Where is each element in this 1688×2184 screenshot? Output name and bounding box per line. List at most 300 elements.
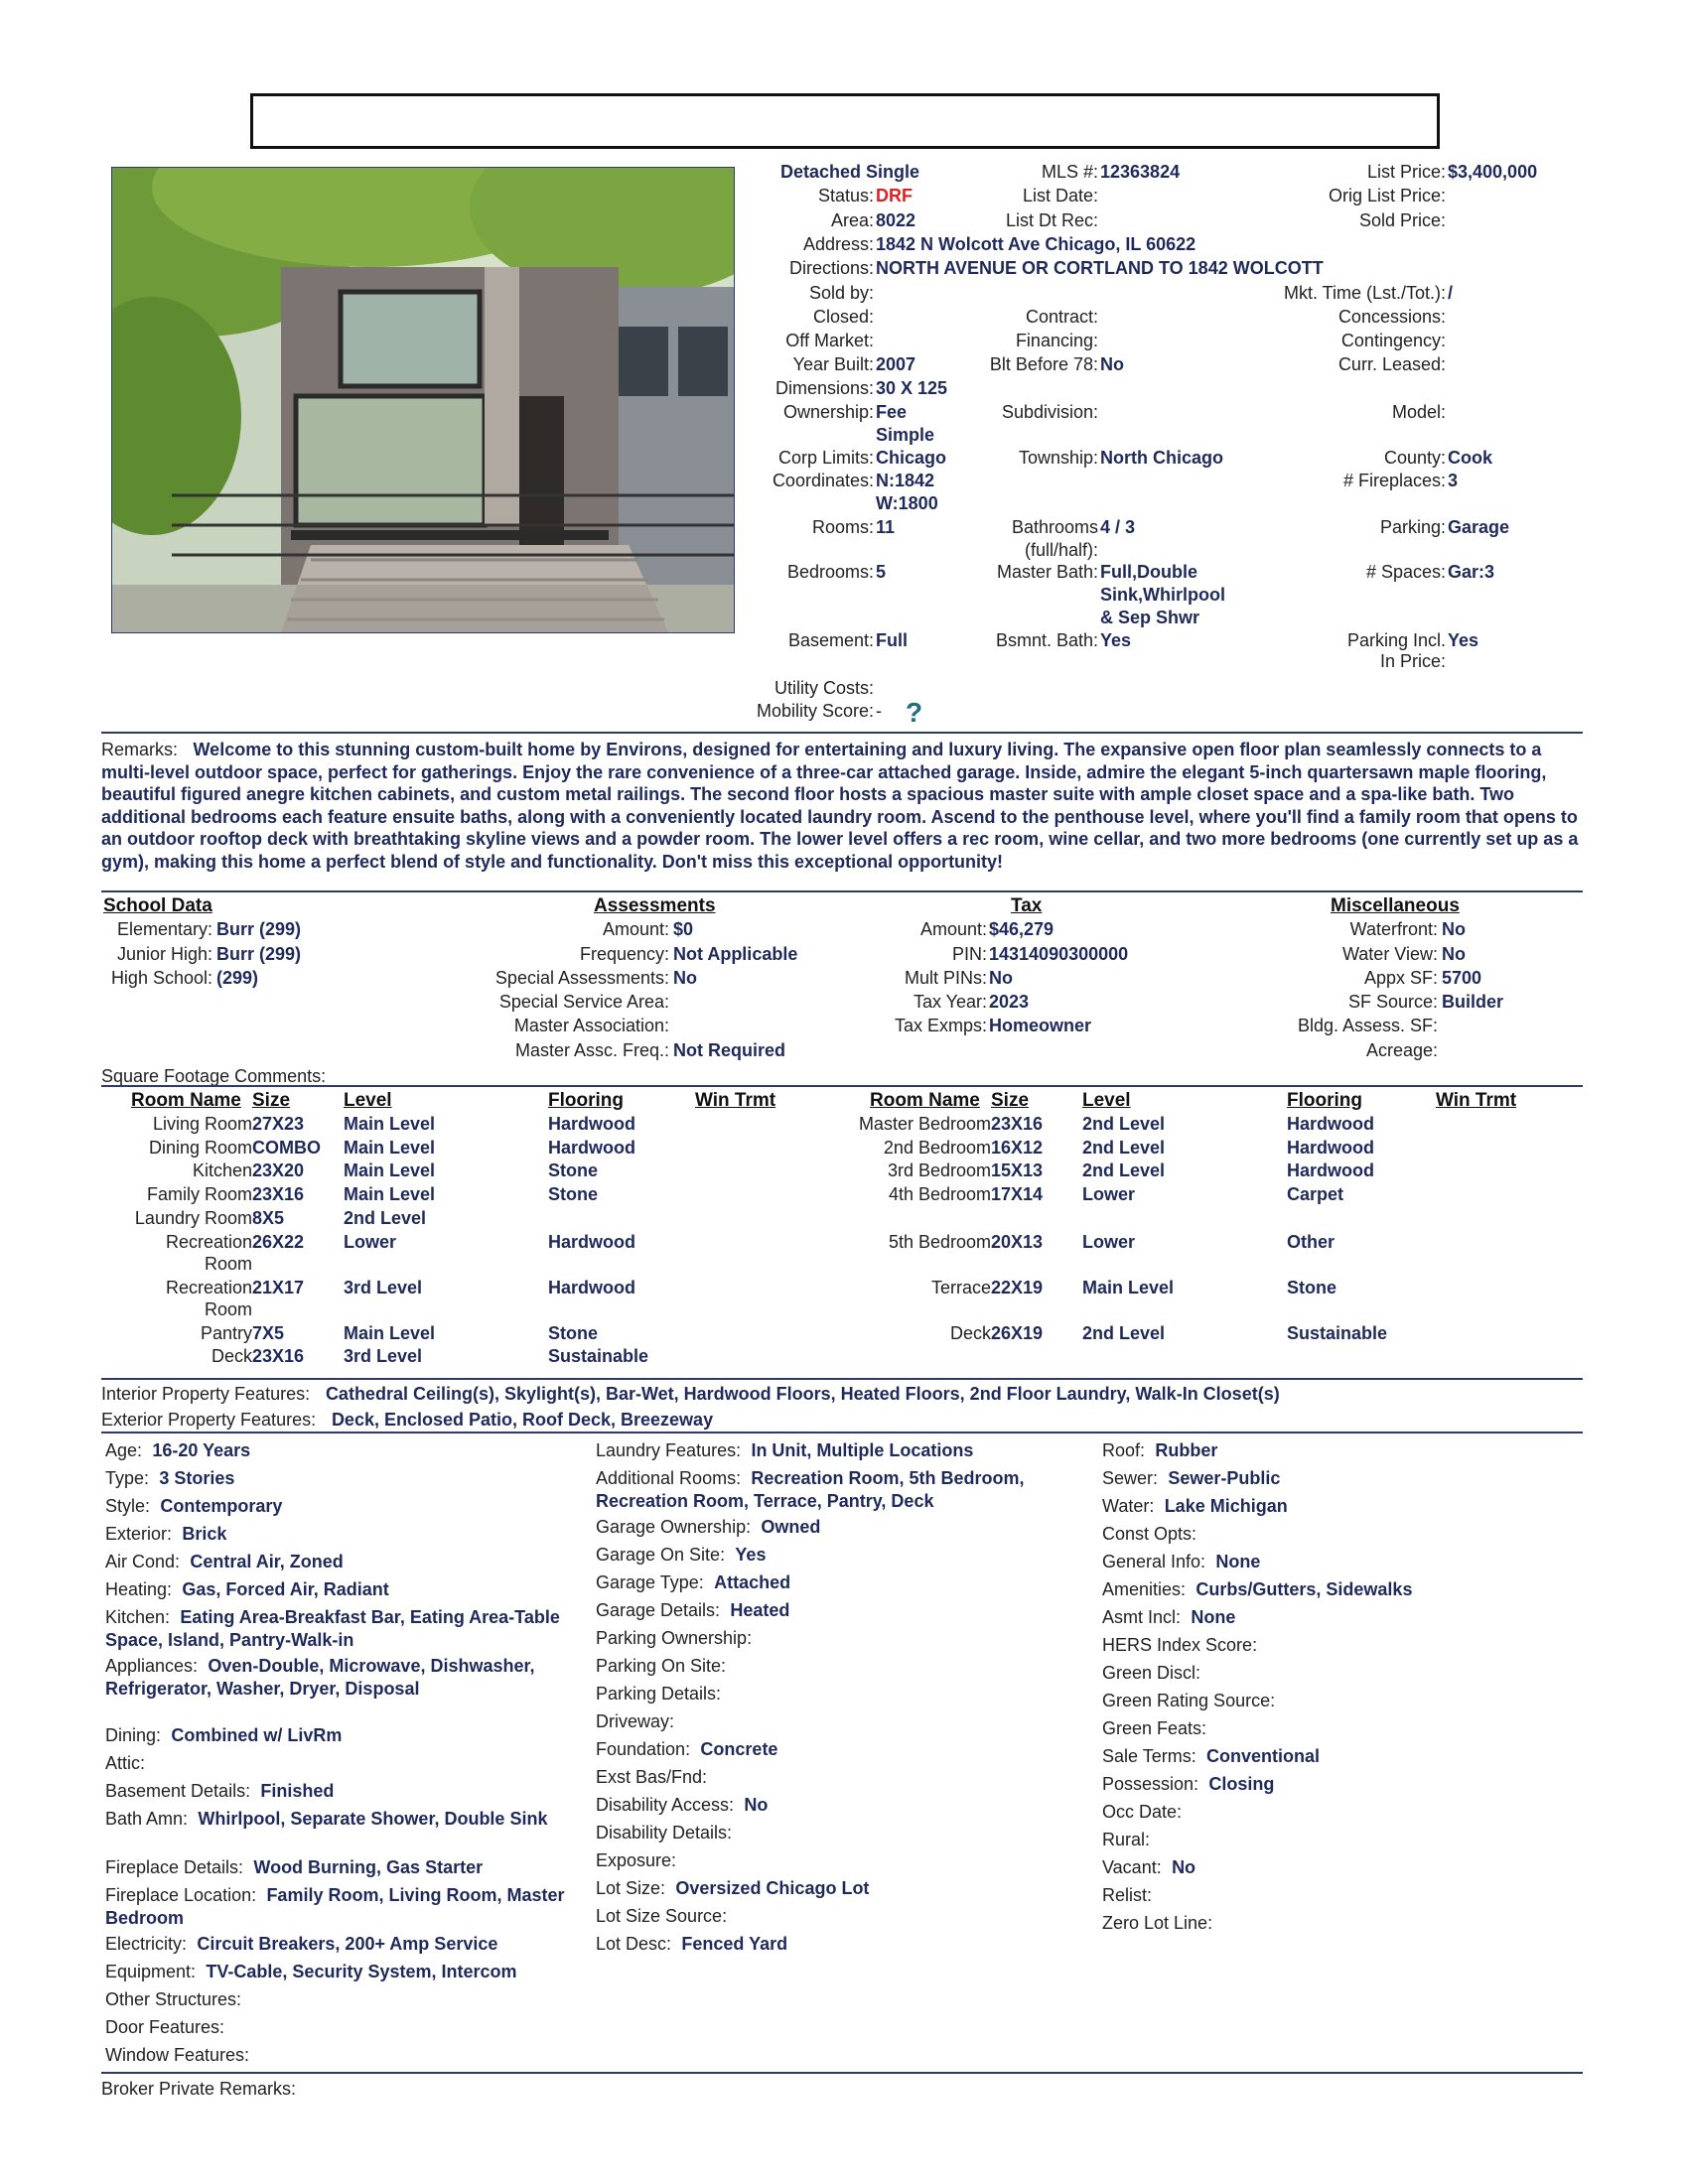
detail-label: Attic: (105, 1753, 146, 1773)
room-size: 23X20 (252, 1160, 305, 1180)
bathrooms-value: 4 / 3 (1100, 517, 1136, 537)
tax-year-value: 2023 (989, 992, 1030, 1012)
water-view-label: Water View: (1341, 944, 1438, 964)
room-size: 8X5 (252, 1208, 285, 1228)
detail-item (105, 1439, 582, 1462)
detail-item (596, 1467, 1092, 1512)
detail-item (105, 1933, 582, 1956)
detail-item (1102, 1634, 1579, 1657)
detail-label: Sale Terms: (1102, 1746, 1196, 1766)
detail-label: Roof: (1102, 1440, 1146, 1460)
coordinates-value-2: W:1800 (876, 493, 938, 513)
concessions-label: Concessions: (1337, 307, 1446, 327)
room-level: Lower (1082, 1232, 1136, 1252)
detail-value: Oven-Double, Microwave, Dishwasher, Refrigerator, Washer, Dryer, Disposal (105, 1656, 535, 1699)
detail-item (1102, 1745, 1579, 1768)
exterior-features-value: Deck, Enclosed Patio, Roof Deck, Breezeway (331, 1410, 714, 1430)
detail-value: Attached (714, 1572, 791, 1592)
detail-item (1102, 1551, 1579, 1573)
room-name: Laundry Room (134, 1208, 252, 1228)
water-view-value: No (1442, 944, 1466, 964)
special-assessments-value: No (673, 968, 697, 988)
dimensions-label: Dimensions: (774, 378, 874, 398)
assessments-header: Assessments (594, 895, 716, 916)
detail-label: Exposure: (596, 1850, 677, 1870)
detail-item (1102, 1606, 1579, 1629)
waterfront-value: No (1442, 919, 1466, 939)
title-box (250, 93, 1440, 149)
detail-value: Whirlpool, Separate Shower, Double Sink (198, 1809, 548, 1829)
detail-value: Concrete (700, 1739, 778, 1759)
room-level: 3rd Level (344, 1346, 423, 1366)
detail-item (596, 1627, 1092, 1650)
detail-label: Fireplace Details: (105, 1857, 244, 1877)
detail-label: Possession: (1102, 1774, 1199, 1794)
assess-amount-label: Amount: (602, 919, 669, 939)
detail-label: Amenities: (1102, 1579, 1187, 1599)
room-size: 23X16 (252, 1184, 305, 1204)
room-name: 3rd Bedroom (887, 1160, 991, 1180)
remarks-label: Remarks: (101, 740, 179, 759)
remarks-block (101, 739, 1591, 874)
detail-label: Foundation: (596, 1739, 691, 1759)
tax-amount-value: $46,279 (989, 919, 1055, 939)
detail-label: Fireplace Location: (105, 1885, 257, 1905)
detail-label: Age: (105, 1440, 143, 1460)
detail-item (1102, 1523, 1579, 1546)
detail-label: Lot Size Source: (596, 1906, 728, 1926)
subdivision-label: Subdivision: (1001, 402, 1098, 422)
room-size-header-right: Size (991, 1090, 1030, 1111)
detail-item (105, 1724, 582, 1747)
divider-remarks (101, 732, 1583, 734)
room-flooring-header: Flooring (548, 1090, 624, 1111)
detail-item (596, 1738, 1092, 1761)
detail-label: Asmt Incl: (1102, 1607, 1182, 1627)
master-assc-freq-label: Master Assc. Freq.: (514, 1040, 669, 1060)
sold-price-label: Sold Price: (1358, 210, 1446, 230)
list-price-label: List Price: (1366, 162, 1446, 182)
mkt-time-label: Mkt. Time (Lst./Tot.): (1283, 283, 1446, 303)
detail-item (1102, 1912, 1579, 1935)
detail-label: Garage On Site: (596, 1545, 726, 1565)
broker-private-remarks-label: Broker Private Remarks: (101, 2079, 297, 2099)
room-name: Terrace (930, 1278, 991, 1297)
detail-item (596, 1655, 1092, 1678)
detail-item (1102, 1856, 1579, 1879)
room-flooring: Sustainable (1287, 1323, 1388, 1343)
corp-limits-label: Corp Limits: (777, 448, 874, 468)
detail-label: Garage Type: (596, 1572, 704, 1592)
assess-frequency-value: Not Applicable (673, 944, 798, 964)
detail-item (1102, 1773, 1579, 1796)
detail-value: No (1172, 1857, 1196, 1877)
detail-item (105, 1523, 582, 1546)
detail-label: Parking On Site: (596, 1656, 727, 1676)
parking-value: Garage (1448, 517, 1510, 537)
detail-item (596, 1877, 1092, 1900)
detail-value: Owned (761, 1517, 821, 1537)
master-assc-freq-value: Not Required (673, 1040, 786, 1060)
status-label: Status: (817, 186, 874, 205)
junior-high-label: Junior High: (116, 944, 212, 964)
bsmnt-bath-value: Yes (1100, 630, 1132, 650)
divider-school (101, 890, 1583, 892)
room-level: Main Level (1082, 1278, 1175, 1297)
parking-incl-value: Yes (1448, 630, 1479, 650)
detail-value: Sewer-Public (1168, 1468, 1281, 1488)
room-name-2: Room (204, 1299, 252, 1319)
divider-details (101, 1432, 1583, 1433)
detail-value: 3 Stories (159, 1468, 235, 1488)
area-label: Area: (830, 210, 874, 230)
elementary-value: Burr (299) (216, 919, 302, 939)
room-size: 16X12 (991, 1138, 1044, 1158)
bedrooms-label: Bedrooms: (786, 562, 874, 582)
ownership-value: Fee (876, 402, 908, 422)
detail-label: Kitchen: (105, 1607, 171, 1627)
room-flooring: Hardwood (1287, 1138, 1374, 1158)
room-level: Main Level (344, 1184, 436, 1204)
master-bath-value-3: & Sep Shwr (1100, 608, 1200, 627)
detail-item (105, 1467, 582, 1490)
detail-item (105, 1780, 582, 1803)
room-flooring: Hardwood (548, 1232, 635, 1252)
detail-label: Heating: (105, 1579, 173, 1599)
detail-label: Additional Rooms: (596, 1468, 742, 1488)
room-size: 23X16 (252, 1346, 305, 1366)
room-size: 22X19 (991, 1278, 1044, 1297)
room-level: 2nd Level (1082, 1138, 1166, 1158)
detail-value: Fenced Yard (681, 1934, 788, 1954)
miscellaneous-header: Miscellaneous (1331, 895, 1460, 916)
status-value: DRF (876, 186, 913, 205)
room-level: Main Level (344, 1114, 436, 1134)
house-photo-image (112, 168, 734, 632)
detail-item (596, 1516, 1092, 1539)
detail-item (1102, 1495, 1579, 1518)
basement-label: Basement: (787, 630, 874, 650)
spaces-label: # Spaces: (1365, 562, 1446, 582)
detail-item (105, 1884, 582, 1929)
tax-header: Tax (1011, 895, 1043, 916)
room-flooring: Hardwood (548, 1278, 635, 1297)
detail-item (105, 2044, 582, 2067)
contract-label: Contract: (1025, 307, 1098, 327)
detail-label: Lot Size: (596, 1878, 666, 1898)
detail-item (596, 1439, 1092, 1462)
special-assessments-label: Special Assessments: (494, 968, 669, 988)
room-flooring: Hardwood (1287, 1114, 1374, 1134)
pin-label: PIN: (951, 944, 987, 964)
room-name-header: Room Name (131, 1090, 241, 1111)
detail-label: Sewer: (1102, 1468, 1159, 1488)
detail-label: Green Feats: (1102, 1718, 1207, 1738)
detail-label: Bath Amn: (105, 1809, 189, 1829)
detail-value: Family Room, Living Room, Master Bedroom (105, 1885, 565, 1928)
detail-label: Exst Bas/Fnd: (596, 1767, 708, 1787)
detail-label: Lot Desc: (596, 1934, 672, 1954)
detail-item (596, 1599, 1092, 1622)
detail-value: No (744, 1795, 769, 1815)
room-size: 7X5 (252, 1323, 285, 1343)
room-win-trmt-header: Win Trmt (695, 1090, 776, 1111)
room-flooring: Carpet (1287, 1184, 1344, 1204)
master-bath-value: Full,Double (1100, 562, 1197, 582)
room-name-2: Room (204, 1254, 252, 1274)
high-school-label: High School: (110, 968, 212, 988)
detail-label: Style: (105, 1496, 151, 1516)
detail-value: Contemporary (160, 1496, 283, 1516)
detail-value: Gas, Forced Air, Radiant (182, 1579, 389, 1599)
list-price-value: $3,400,000 (1448, 162, 1538, 182)
elementary-label: Elementary: (116, 919, 212, 939)
closed-label: Closed: (812, 307, 874, 327)
room-flooring: Hardwood (1287, 1160, 1374, 1180)
detail-item (1102, 1801, 1579, 1824)
sold-by-label: Sold by: (808, 283, 874, 303)
detail-label: HERS Index Score: (1102, 1635, 1258, 1655)
room-name: 4th Bedroom (888, 1184, 991, 1204)
master-bath-value-2: Sink,Whirlpool (1100, 585, 1225, 605)
blt-before-label: Blt Before 78: (989, 354, 1098, 374)
detail-label: Basement Details: (105, 1781, 251, 1801)
junior-high-value: Burr (299) (216, 944, 302, 964)
year-built-value: 2007 (876, 354, 916, 374)
detail-label: Door Features: (105, 2017, 225, 2037)
assess-amount-value: $0 (673, 919, 694, 939)
corp-limits-value: Chicago (876, 448, 947, 468)
room-level: Lower (1082, 1184, 1136, 1204)
detail-label: Type: (105, 1468, 150, 1488)
bldg-assess-sf-label: Bldg. Assess. SF: (1297, 1016, 1438, 1035)
room-flooring: Stone (548, 1323, 599, 1343)
help-icon[interactable]: ? (906, 697, 923, 728)
parking-incl-label-2: In Price: (1379, 651, 1446, 671)
detail-label: Zero Lot Line: (1102, 1913, 1213, 1933)
detail-value: Heated (730, 1600, 790, 1620)
detail-item (596, 1849, 1092, 1872)
sqft-comments-label: Square Footage Comments: (101, 1066, 327, 1086)
remarks-text: Welcome to this stunning custom-built home by Environs, designed for entertaining and luxury living. The expansive open floor plan seamlessly connects to a multi-level outdoor space, perfect for gatherings. Enjoy the rare convenience of a three-car attached garage. Inside, admire the elegant 5-inch quartersawn maple flooring, beautiful figured anegre kitchen cabinets, and custom metal railings. The second floor hosts a spacious master suite with ample closet space and a spa-like bath. Two additional bedrooms each feature ensuite baths, along with a conveniently located laundry room. Ascend to the penthouse level, where you'll find a family room that opens to an outdoor rooftop deck with breathtaking skyline views and a powder room. The lower level offers a rec room, wine cellar, and two more bedrooms (one currently set up as a gym), making this home a perfect blend of style and functionality. Don't miss this exceptional opportunity! (101, 740, 1579, 872)
room-level: Lower (344, 1232, 397, 1252)
detail-value: Curbs/Gutters, Sidewalks (1196, 1579, 1413, 1599)
school-data-header: School Data (103, 895, 212, 916)
room-name: Dining Room (148, 1138, 252, 1158)
interior-features-label: Interior Property Features: (101, 1384, 311, 1404)
room-flooring: Hardwood (548, 1138, 635, 1158)
detail-item (105, 1495, 582, 1518)
room-size: 26X22 (252, 1232, 305, 1252)
coordinates-label: Coordinates: (772, 471, 874, 490)
room-flooring: Hardwood (548, 1114, 635, 1134)
detail-label: Laundry Features: (596, 1440, 742, 1460)
room-level: 3rd Level (344, 1278, 423, 1297)
room-name: Living Room (152, 1114, 252, 1134)
mls-value: 12363824 (1100, 162, 1181, 182)
detail-item (105, 1856, 582, 1879)
property-photo[interactable] (111, 167, 735, 633)
waterfront-label: Waterfront: (1349, 919, 1438, 939)
sf-source-value: Builder (1442, 992, 1504, 1012)
parking-incl-label: Parking Incl. (1346, 630, 1446, 650)
mobility-score-value: - (876, 701, 882, 721)
detail-item (1102, 1662, 1579, 1685)
detail-value: Oversized Chicago Lot (675, 1878, 870, 1898)
room-name-header-right: Room Name (870, 1090, 980, 1111)
room-flooring-header-right: Flooring (1287, 1090, 1362, 1111)
detail-label: Exterior: (105, 1524, 173, 1544)
room-size: 15X13 (991, 1160, 1044, 1180)
detail-label: Driveway: (596, 1711, 675, 1731)
dimensions-value: 30 X 125 (876, 378, 948, 398)
detail-value: Lake Michigan (1164, 1496, 1288, 1516)
address-label: Address: (802, 234, 874, 254)
room-flooring: Stone (548, 1184, 599, 1204)
model-label: Model: (1391, 402, 1446, 422)
room-flooring: Sustainable (548, 1346, 649, 1366)
room-name: Pantry (200, 1323, 252, 1343)
detail-label: Parking Details: (596, 1684, 722, 1704)
tax-exmps-value: Homeowner (989, 1016, 1092, 1035)
detail-item (1102, 1467, 1579, 1490)
township-label: Township: (1018, 448, 1098, 468)
mls-label: MLS #: (1041, 162, 1098, 182)
room-name: Recreation (165, 1278, 252, 1297)
rooms-label: Rooms: (811, 517, 874, 537)
master-bath-label: Master Bath: (996, 562, 1098, 582)
room-size: 27X23 (252, 1114, 305, 1134)
room-level: 2nd Level (1082, 1160, 1166, 1180)
room-level: 2nd Level (1082, 1114, 1166, 1134)
appx-sf-value: 5700 (1442, 968, 1482, 988)
room-name: 2nd Bedroom (883, 1138, 991, 1158)
detail-value: None (1215, 1552, 1261, 1571)
detail-value: Closing (1208, 1774, 1275, 1794)
detail-item (1102, 1690, 1579, 1712)
detail-value: Conventional (1206, 1746, 1321, 1766)
detail-item (596, 1710, 1092, 1733)
room-name: Deck (949, 1323, 991, 1343)
sf-source-label: SF Source: (1347, 992, 1438, 1012)
mkt-time-value: / (1448, 283, 1454, 303)
detail-label: Green Rating Source: (1102, 1691, 1276, 1710)
basement-value: Full (876, 630, 908, 650)
pin-value: 14314090300000 (989, 944, 1129, 964)
exterior-features-row (101, 1410, 1591, 1432)
room-flooring: Other (1287, 1232, 1336, 1252)
mult-pins-value: No (989, 968, 1013, 988)
detail-item (596, 1794, 1092, 1817)
detail-label: Green Discl: (1102, 1663, 1201, 1683)
detail-item (105, 1551, 582, 1573)
detail-label: Disability Details: (596, 1823, 733, 1843)
detail-item (1102, 1717, 1579, 1740)
acreage-label: Acreage: (1365, 1040, 1438, 1060)
detail-item (1102, 1884, 1579, 1907)
detail-item (105, 1752, 582, 1775)
detail-label: Occ Date: (1102, 1802, 1183, 1822)
room-name: Master Bedroom (858, 1114, 991, 1134)
detail-value: Brick (182, 1524, 227, 1544)
room-win-trmt-header-right: Win Trmt (1436, 1090, 1517, 1111)
tax-exmps-label: Tax Exmps: (894, 1016, 987, 1035)
detail-value: In Unit, Multiple Locations (751, 1440, 974, 1460)
detail-value: 16-20 Years (152, 1440, 251, 1460)
fireplaces-value: 3 (1448, 471, 1459, 490)
detail-label: Disability Access: (596, 1795, 735, 1815)
room-size-header: Size (252, 1090, 291, 1111)
directions-value: NORTH AVENUE OR CORTLAND TO 1842 WOLCOTT (876, 258, 1324, 278)
exterior-features-label: Exterior Property Features: (101, 1410, 317, 1430)
detail-item (105, 1808, 582, 1831)
detail-item (596, 1683, 1092, 1706)
room-level: 2nd Level (1082, 1323, 1166, 1343)
room-name: Kitchen (192, 1160, 252, 1180)
mult-pins-label: Mult PINs: (904, 968, 987, 988)
assess-frequency-label: Frequency: (579, 944, 669, 964)
divider-broker (101, 2072, 1583, 2074)
directions-label: Directions: (788, 258, 874, 278)
county-value: Cook (1448, 448, 1492, 468)
tax-amount-label: Amount: (919, 919, 987, 939)
detail-label: Garage Ownership: (596, 1517, 752, 1537)
room-level-header-right: Level (1082, 1090, 1131, 1111)
list-dt-rec-label: List Dt Rec: (1005, 210, 1098, 230)
detail-item (105, 1578, 582, 1601)
detail-item (596, 1544, 1092, 1567)
high-school-value: (299) (216, 968, 259, 988)
detail-item (105, 1606, 582, 1651)
fireplaces-label: # Fireplaces: (1342, 471, 1446, 490)
detail-item (596, 1766, 1092, 1789)
blt-before-value: No (1100, 354, 1124, 374)
detail-label: Parking Ownership: (596, 1628, 753, 1648)
bedrooms-value: 5 (876, 562, 887, 582)
detail-item (596, 1905, 1092, 1928)
appx-sf-label: Appx SF: (1363, 968, 1438, 988)
detail-label: Air Cond: (105, 1552, 181, 1571)
room-flooring: Stone (1287, 1278, 1337, 1297)
interior-features-row (101, 1384, 1591, 1406)
detail-item (1102, 1439, 1579, 1462)
detail-value: Central Air, Zoned (190, 1552, 344, 1571)
divider-rooms (101, 1085, 1583, 1087)
room-flooring: Stone (548, 1160, 599, 1180)
room-name: 5th Bedroom (888, 1232, 991, 1252)
detail-label: Dining: (105, 1725, 162, 1745)
bathrooms-label-2: (full/half): (1024, 540, 1098, 560)
parking-label: Parking: (1379, 517, 1446, 537)
orig-list-price-label: Orig List Price: (1328, 186, 1446, 205)
detail-label: Equipment: (105, 1962, 197, 1981)
year-built-label: Year Built: (792, 354, 874, 374)
detail-label: Rural: (1102, 1830, 1151, 1849)
ownership-label: Ownership: (782, 402, 874, 422)
detail-label: Relist: (1102, 1885, 1153, 1905)
curr-leased-label: Curr. Leased: (1337, 354, 1446, 374)
list-date-label: List Date: (1022, 186, 1098, 205)
detail-item (105, 1655, 582, 1700)
detail-value: Finished (260, 1781, 335, 1801)
detail-item (1102, 1829, 1579, 1851)
room-level: Main Level (344, 1323, 436, 1343)
off-market-label: Off Market: (785, 331, 874, 350)
township-value: North Chicago (1100, 448, 1223, 468)
detail-value: Recreation Room, 5th Bedroom, Recreation Room, Terrace, Pantry, Deck (596, 1468, 1025, 1511)
detail-value: Circuit Breakers, 200+ Amp Service (197, 1934, 498, 1954)
detail-value: Rubber (1155, 1440, 1218, 1460)
